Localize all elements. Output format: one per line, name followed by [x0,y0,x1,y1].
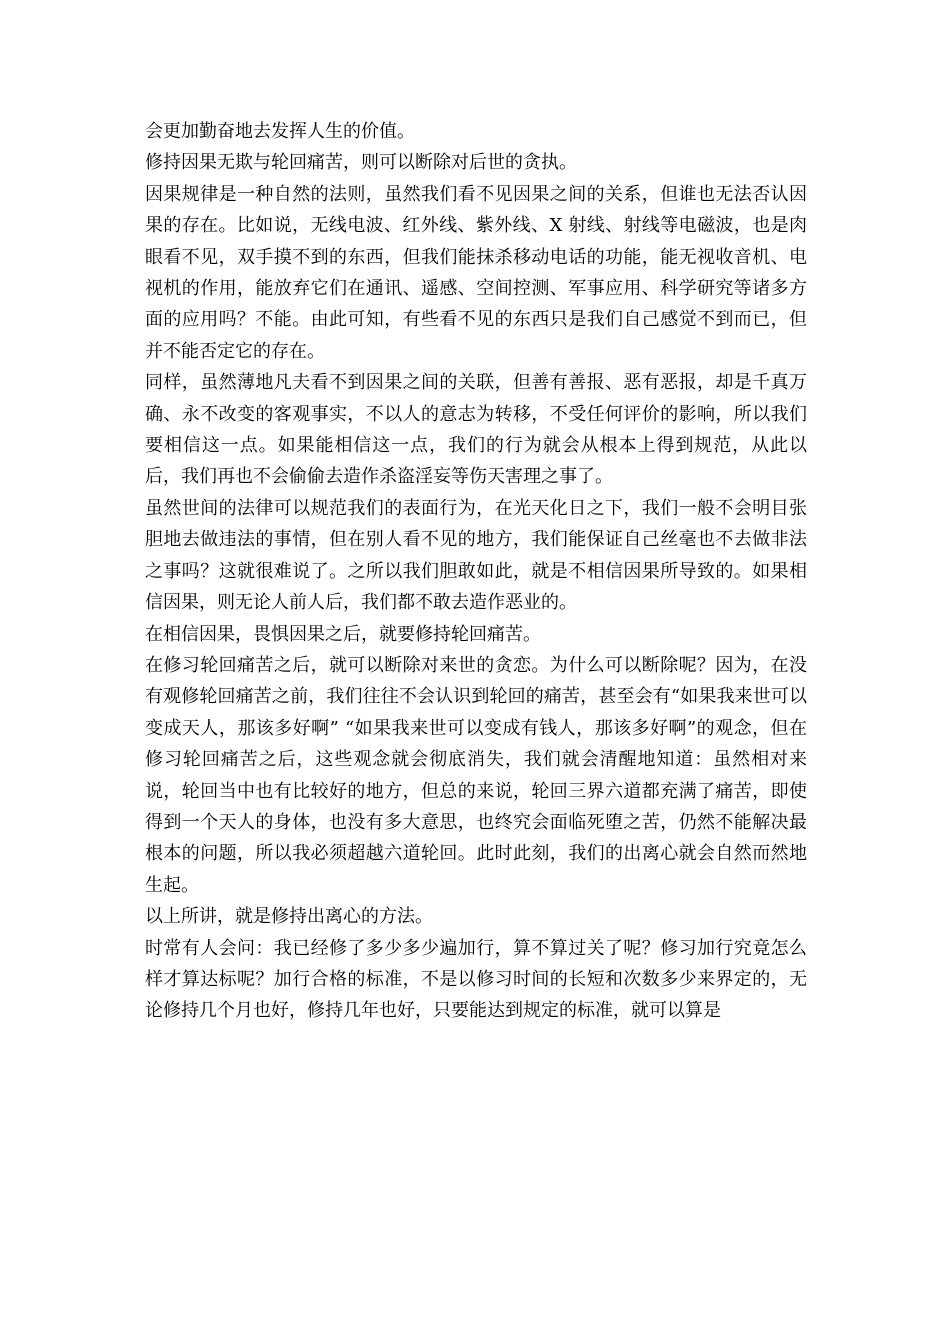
paragraph-1: 会更加勤奋地去发挥人生的价值。 [145,121,415,142]
paragraph-4: 同样，虽然薄地凡夫看不到因果之间的关联，但善有善报、恶有恶报，却是千真万确、永不改变的客观事实，不以人的意志为转移，不受任何评价的影响，所以我们要相信这一点。如果能相信这一点，我们的行为就会从根本上得到规范，从此以后，我们再也不会偷偷去造作杀盗淫妄等伤天害理之事了。 [145,372,807,488]
paragraph-2: 修持因果无欺与轮回痛苦，则可以断除对后世的贪执。 [145,152,577,174]
paragraph-6: 在相信因果，畏惧因果之后，就要修持轮回痛苦。 [145,623,541,645]
paragraph-7: 在修习轮回痛苦之后，就可以断除对来世的贪恋。为什么可以断除呢？因为，在没有观修轮回痛苦之前，我们往往不会认识到轮回的痛苦，甚至会有“如果我来世可以变成天人，那该多好啊” “如果我来世可以变成有钱人，那该多好啊”的观念，但在修习轮回痛苦之后，这些观念就会彻底消失，我们就会清醒地知道：虽然相对来说，轮回当中也有比较好的地方，但总的来说，轮回三界六道都充满了痛苦，即使得到一个天人的身体，也没有多大意思，也终究会面临死堕之苦，仍然不能解决最根本的问题，所以我必须超越六道轮回。此时此刻，我们的出离心就会自然而然地生起。 [145,654,807,896]
paragraph-5: 虽然世间的法律可以规范我们的表面行为，在光天化日之下，我们一般不会明目张胆地去做违法的事情，但在别人看不见的地方，我们能保证自己丝毫也不去做非法之事吗？这就很难说了。之所以我们胆敢如此，就是不相信因果所导致的。如果相信因果，则无论人前人后，我们都不敢去造作恶业的。 [145,497,807,614]
paragraph-9: 时常有人会问：我已经修了多少多少遍加行，算不算过关了呢？修习加行究竟怎么样才算达标呢？加行合格的标准，不是以修习时间的长短和次数多少来界定的，无论修持几个月也好，修持几年也好，只要能达到规定的标准，就可以算是 [145,937,807,1022]
paragraph-3: 因果规律是一种自然的法则，虽然我们看不见因果之间的关系，但谁也无法否认因果的存在。比如说，无线电波、红外线、紫外线、X 射线、射线等电磁波，也是肉眼看不见，双手摸不到的东西，但我们能抹杀移动电话的功能，能无视收音机、电视机的作用，能放弃它们在通讯、遥感、空间控测、军事应用、科学研究等诸多方面的应用吗？不能。由此可知，有些看不见的东西只是我们自己感觉不到而已，但并不能否定它的存在。 [145,183,807,362]
paragraph-8: 以上所讲，就是修持出离心的方法。 [145,906,433,928]
document-body [145,116,807,1027]
